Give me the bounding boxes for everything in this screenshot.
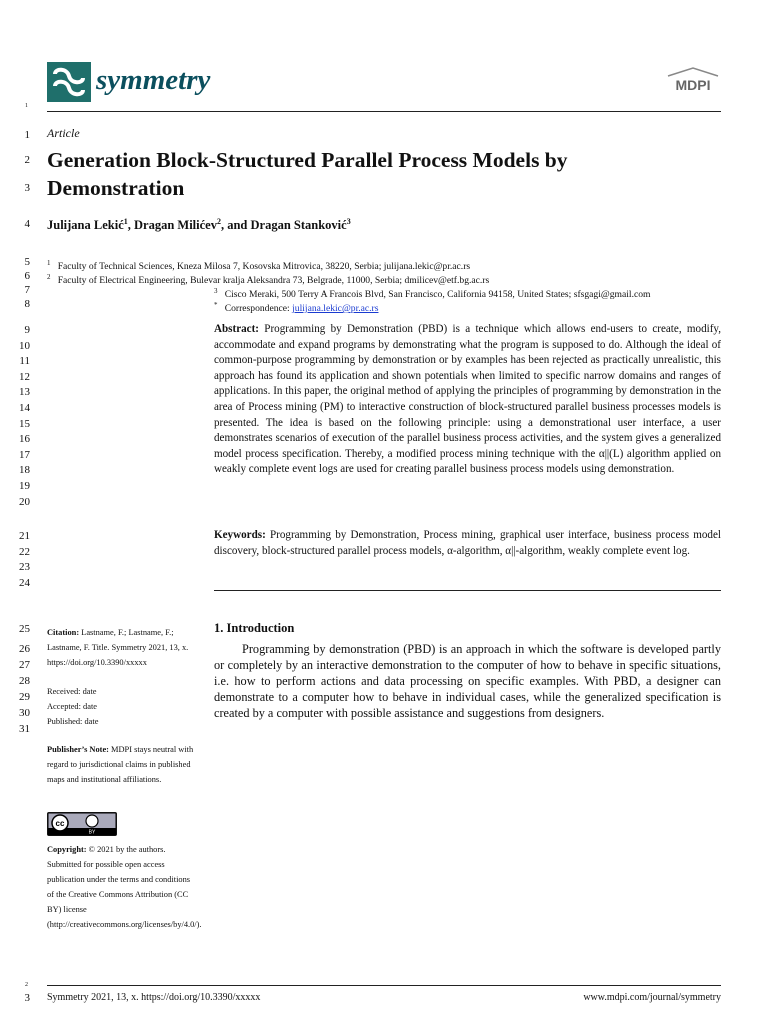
small-marker: 2 — [25, 982, 28, 988]
section-rule — [214, 590, 721, 591]
correspondence-email-link[interactable]: julijana.lekic@pr.ac.rs — [292, 303, 379, 315]
svg-text:cc: cc — [55, 819, 65, 828]
line-number: 11 — [19, 355, 30, 367]
line-number: 7 — [24, 284, 30, 296]
line-number: 2 — [24, 154, 30, 166]
keywords-text: Programming by Demonstration, Process mining, graphical user interface, business process model discovery, block-structured parallel process models, α-algorithm, α||-algorithm, weakly complete event log. — [214, 529, 721, 557]
line-number: 12 — [19, 371, 30, 383]
line-number: 19 — [19, 480, 30, 492]
line-number: 14 — [19, 402, 30, 414]
line-number: 27 — [19, 659, 30, 671]
affiliation: $^2$ Faculty of Electrical Engineering, Bulevar kralja Aleksandra 73, Belgrade, 11000, Serbia; dmilicev@etf.bg.ac.rs — [47, 273, 490, 287]
received-date: Received: date — [47, 687, 97, 696]
affiliation: $^3$ Cisco Meraki, 500 Terry A Francois Blvd, San Francisco, California 94158, United States; sfsgagi@gmail.com — [214, 287, 651, 301]
svg-text:MDPI: MDPI — [675, 77, 711, 93]
keywords — [214, 528, 721, 559]
footer-citation: Symmetry 2021, 13, x. https://doi.org/10.3390/xxxxx — [47, 992, 261, 1003]
line-number: 25 — [19, 623, 30, 635]
paper-title: Generation Block-Structured Parallel Process Models by Demonstration — [47, 148, 568, 200]
line-number: 29 — [19, 691, 30, 703]
correspondence: * Correspondence: julijana.lekic@pr.ac.rs — [214, 301, 379, 315]
published-date: Published: date — [47, 717, 99, 726]
line-number: 15 — [19, 418, 30, 430]
citation-block: Citation: Lastname, F.; Lastname, F.; Lastname, F. Title. Symmetry 2021, 13, x. https://doi.org/10.3390/xxxxx — [47, 628, 189, 667]
line-number: 6 — [24, 270, 30, 282]
svg-text:BY: BY — [88, 829, 96, 836]
small-marker: 1 — [25, 103, 28, 109]
publisher-note: Publisher’s Note: MDPI stays neutral with regard to jurisdictional claims in published maps and institutional affiliations. — [47, 745, 194, 784]
keywords-label: Keywords: — [214, 529, 266, 541]
line-number: 1 — [24, 129, 30, 141]
author-name: and Dragan Stanković — [227, 218, 347, 233]
article-type: Article — [47, 126, 80, 140]
line-number: 18 — [19, 464, 30, 476]
copyright-block: Copyright: © 2021 by the authors. Submitted for possible open access publication under the terms and conditions of the Creative Commons Attribution (CC BY) license (http://creativecommons.org/licenses/by/4.0/). — [47, 845, 202, 929]
line-number: 10 — [19, 340, 30, 352]
line-number: 30 — [19, 707, 30, 719]
abstract-text: Programming by Demonstration (PBD) is a technique which allows end-users to create, modify, accommodate and expand programs by demonstrating what the program is supposed to do. Although the ideal of common-purpose programming by demonstration or by examples has been rejected as practically unrealistic, this approach has found its application and shown potentials when limited to specific narrow domains and ranges of applications. In this paper, the original method of applying the principles of programming by demonstration in the area of Process mining (PM) to interactive construction of block-structured parallel business processes models is presented. The idea is based on the following principle: using a demonstrational user interface, a user demonstrates scenarios of execution of the parallel business process activities, and the system gives a generalized model process specification. Thereby, a modified process mining technique with the α||(L) algorithm applied on weakly complete event logs are used for creating parallel business process models using demonstration. — [214, 323, 721, 476]
line-number: 20 — [19, 496, 30, 508]
line-number: 13 — [19, 386, 30, 398]
line-number: 23 — [19, 561, 30, 573]
abstract-label: Abstract: — [214, 323, 259, 335]
line-number: 16 — [19, 433, 30, 445]
line-number: 3 — [24, 992, 30, 1004]
section-heading: 1. Introduction — [214, 621, 295, 635]
line-number: 17 — [19, 449, 30, 461]
line-number: 22 — [19, 546, 30, 558]
line-number: 4 — [24, 218, 30, 230]
footer-rule — [47, 985, 721, 986]
header-rule — [47, 111, 721, 112]
line-number: 21 — [19, 530, 30, 542]
journal-name: symmetry — [96, 64, 211, 96]
line-number: 9 — [24, 324, 30, 336]
footer-journal-url[interactable]: www.mdpi.com/journal/symmetry — [583, 992, 721, 1003]
author-list: Julijana Lekić$^1$, Dragan Milićev$^2$, and Dragan Stanković$^3$ — [47, 217, 351, 233]
intro-paragraph: Programming by demonstration (PBD) is an approach in which the software is developed partly or completely by an interactive demonstration to the computer of how to behave in specific situations, i.e. how to perform actions and data processing on specific examples. With PBD, a designer can demonstrate to a computer how to behave in individual cases, while the generalized specification is created by a computer with possible assistance and suggestions from designers. — [214, 642, 721, 720]
line-number: 28 — [19, 675, 30, 687]
line-number: 5 — [24, 256, 30, 268]
symmetry-logo-icon — [47, 62, 91, 102]
author-name: Dragan Milićev — [134, 218, 217, 233]
mdpi-logo-icon — [664, 66, 722, 96]
line-number: 24 — [19, 577, 30, 589]
line-number: 3 — [24, 182, 30, 194]
line-number: 8 — [24, 298, 30, 310]
author-name: Julijana Lekić — [47, 218, 124, 233]
abstract — [214, 322, 721, 478]
affiliation: $^1$ Faculty of Technical Sciences, Kneza Milosa 7, Kosovska Mitrovica, 38220, Serbia; julijana.lekic@pr.ac.rs — [47, 259, 471, 273]
line-number: 26 — [19, 643, 30, 655]
accepted-date: Accepted: date — [47, 702, 97, 711]
cc-by-license-icon[interactable] — [47, 812, 117, 836]
line-number: 31 — [19, 723, 30, 735]
